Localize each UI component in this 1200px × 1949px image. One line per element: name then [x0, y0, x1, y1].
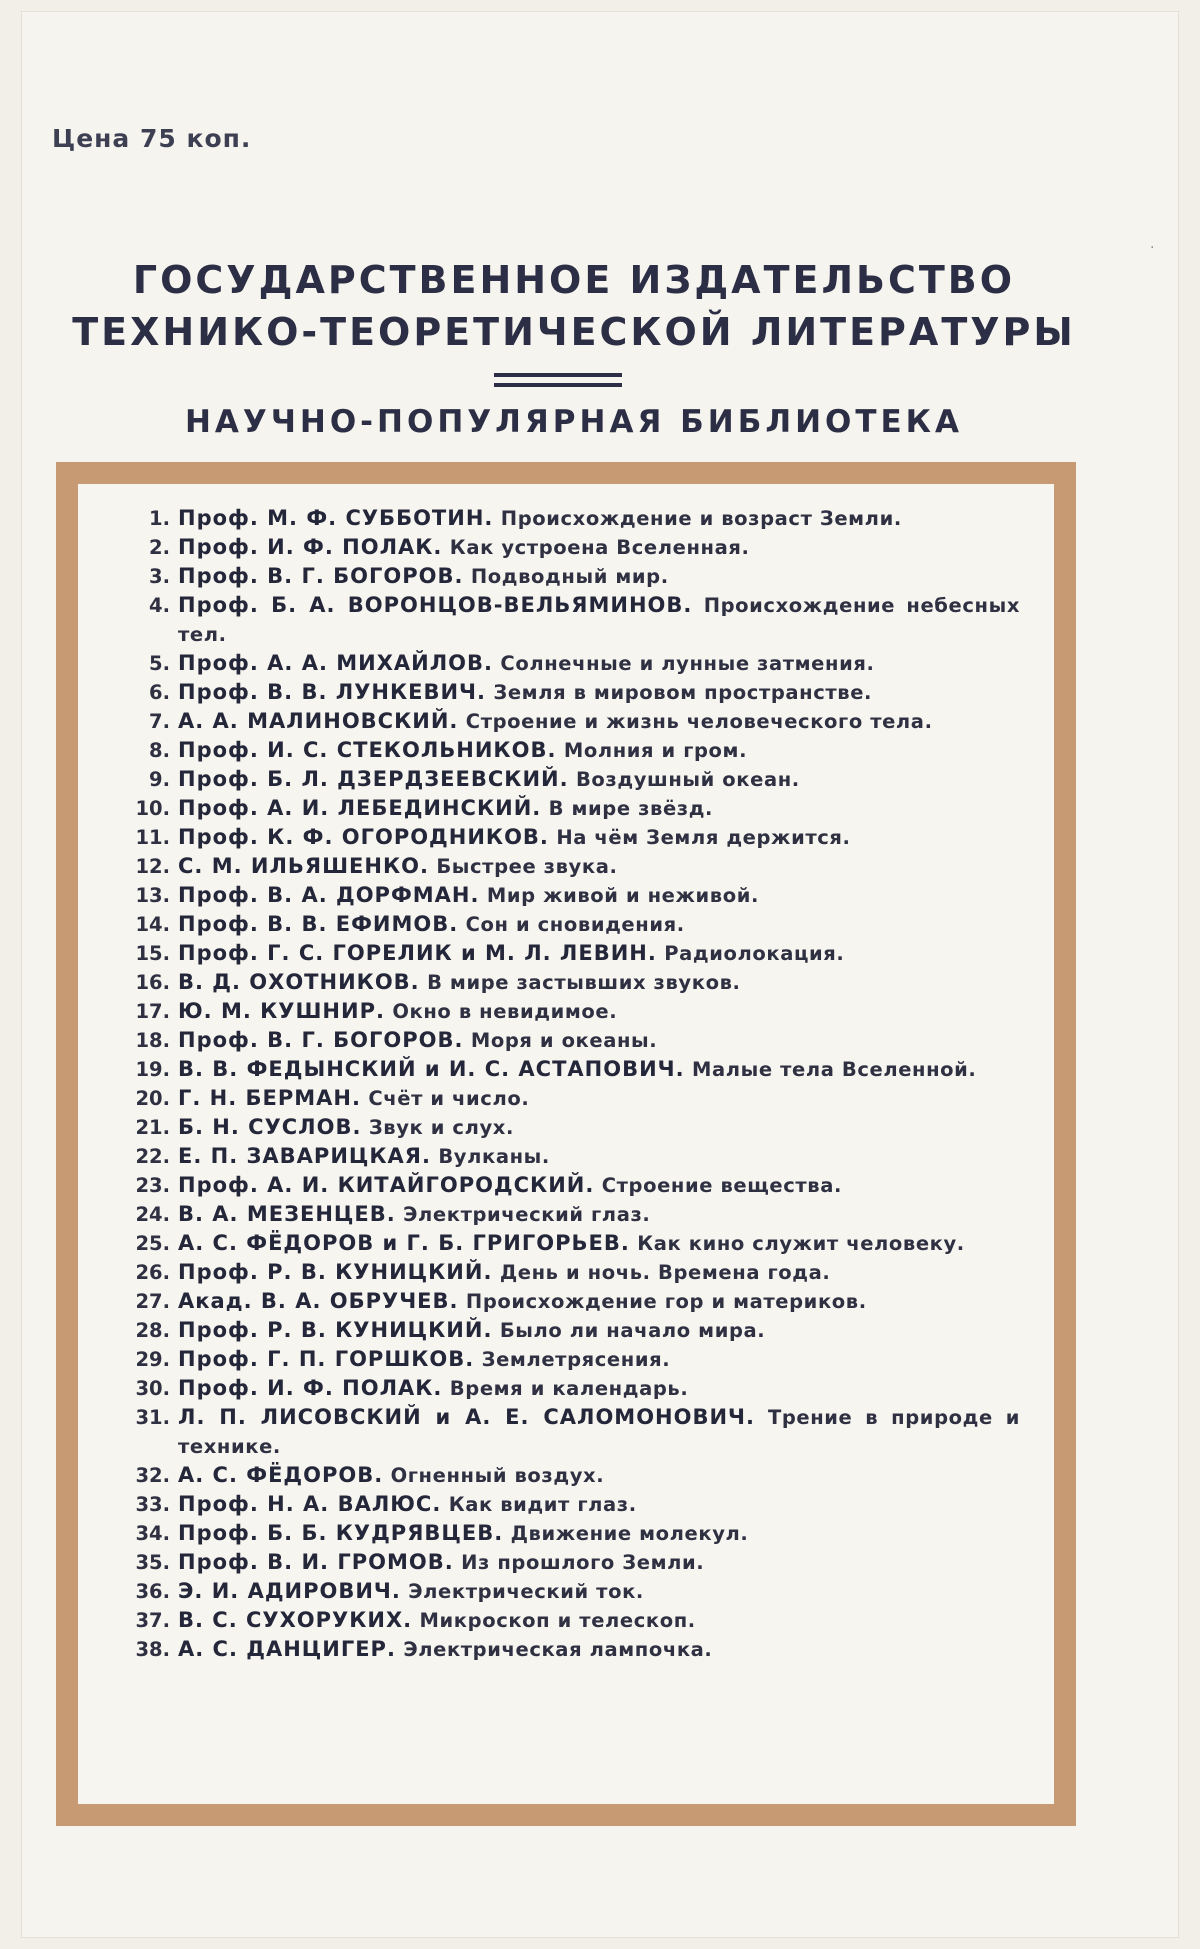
book-title: Происхождение и возраст Земли.	[500, 507, 902, 530]
book-author: Б. Н. СУСЛОВ.	[178, 1115, 362, 1139]
list-item-number: 9.	[149, 768, 170, 791]
list-item-text	[170, 852, 1020, 881]
list-item	[132, 1461, 1020, 1490]
list-item	[132, 707, 1020, 736]
list-item-number: 30.	[135, 1377, 170, 1400]
list-item-text	[170, 1316, 1020, 1345]
list-item-text	[170, 1229, 1020, 1258]
book-author: Проф. В. А. ДОРФМАН.	[178, 883, 480, 907]
list-item	[132, 852, 1020, 881]
list-item-number: 12.	[135, 855, 170, 878]
list-item-number: 17.	[135, 1000, 170, 1023]
list-item-number: 13.	[135, 884, 170, 907]
list-item	[132, 1171, 1020, 1200]
list-item-number: 33.	[135, 1493, 170, 1516]
book-title: Сон и сновидения.	[465, 913, 685, 936]
list-item	[132, 533, 1020, 562]
list-item-text	[170, 1026, 1020, 1055]
list-item-number: 25.	[135, 1232, 170, 1255]
list-item	[132, 1548, 1020, 1577]
list-item-number: 22.	[135, 1145, 170, 1168]
book-list	[132, 504, 1020, 1664]
list-item-number: 6.	[149, 681, 170, 704]
list-item-number: 24.	[135, 1203, 170, 1226]
book-author: Проф. Г. С. ГОРЕЛИК и М. Л. ЛЕВИН.	[178, 941, 657, 965]
book-title: Время и календарь.	[449, 1377, 689, 1400]
series-title: НАУЧНО-ПОПУЛЯРНАЯ БИБЛИОТЕКА	[184, 404, 964, 440]
book-author: Е. П. ЗАВАРИЦКАЯ.	[178, 1144, 431, 1168]
double-rule-bottom	[494, 383, 622, 387]
list-item-number: 4.	[149, 594, 170, 617]
list-item-number: 8.	[149, 739, 170, 762]
book-title: Огненный воздух.	[390, 1464, 605, 1487]
book-title: Быстрее звука.	[436, 855, 618, 878]
list-item-number: 23.	[135, 1174, 170, 1197]
list-item	[132, 736, 1020, 765]
list-item	[132, 1287, 1020, 1316]
book-author: В. В. ФЕДЫНСКИЙ и И. С. АСТАПОВИЧ.	[178, 1057, 685, 1081]
book-title: Было ли начало мира.	[499, 1319, 766, 1342]
book-author: Проф. Б. Б. КУДРЯВЦЕВ.	[178, 1521, 504, 1545]
list-item	[132, 1229, 1020, 1258]
list-item-text	[170, 707, 1020, 736]
list-item-number: 35.	[135, 1551, 170, 1574]
list-item-text	[170, 1374, 1020, 1403]
list-item-text	[170, 1403, 1020, 1461]
book-title: Электрическая лампочка.	[403, 1638, 713, 1661]
list-item-number: 2.	[149, 536, 170, 559]
book-title: Как устроена Вселенная.	[449, 536, 750, 559]
list-item-text	[170, 1171, 1020, 1200]
book-author: Проф. Г. П. ГОРШКОВ.	[178, 1347, 475, 1371]
list-item-text	[170, 1345, 1020, 1374]
book-author: Проф. А. И. КИТАЙГОРОДСКИЙ.	[178, 1173, 595, 1197]
list-item	[132, 1635, 1020, 1664]
list-item-text	[170, 1084, 1020, 1113]
list-item-text	[170, 1113, 1020, 1142]
list-item-number: 38.	[135, 1638, 170, 1661]
book-author: А. С. ДАНЦИГЕР.	[178, 1637, 396, 1661]
book-title: Строение и жизнь человеческого тела.	[465, 710, 933, 733]
list-item	[132, 678, 1020, 707]
book-title: В мире застывших звуков.	[427, 971, 741, 994]
book-title: Из прошлого Земли.	[461, 1551, 705, 1574]
list-item	[132, 823, 1020, 852]
list-item-text	[170, 1519, 1020, 1548]
speck: ·	[1150, 240, 1155, 256]
list-item-text	[170, 1258, 1020, 1287]
book-author: Проф. А. И. ЛЕБЕДИНСКИЙ.	[178, 796, 542, 820]
book-author: Проф. И. С. СТЕКОЛЬНИКОВ.	[178, 738, 557, 762]
book-author: В. С. СУХОРУКИХ.	[178, 1608, 413, 1632]
book-title: Вулканы.	[438, 1145, 550, 1168]
list-item	[132, 1345, 1020, 1374]
list-item-number: 21.	[135, 1116, 170, 1139]
book-title: Радиолокация.	[664, 942, 845, 965]
book-author: С. М. ИЛЬЯШЕНКО.	[178, 854, 429, 878]
list-item	[132, 1606, 1020, 1635]
list-item	[132, 1519, 1020, 1548]
list-item-number: 1.	[149, 507, 170, 530]
list-item-text	[170, 1606, 1020, 1635]
book-author: А. С. ФЁДОРОВ и Г. Б. ГРИГОРЬЕВ.	[178, 1231, 630, 1255]
book-title: День и ночь. Времена года.	[499, 1261, 831, 1284]
list-item-text	[170, 591, 1020, 649]
book-author: Проф. М. Ф. СУББОТИН.	[178, 506, 494, 530]
book-author: Проф. В. Г. БОГОРОВ.	[178, 1028, 464, 1052]
book-author: Проф. К. Ф. ОГОРОДНИКОВ.	[178, 825, 549, 849]
list-item-text	[170, 939, 1020, 968]
list-item-number: 20.	[135, 1087, 170, 1110]
list-item	[132, 1142, 1020, 1171]
book-title: Происхождение небесных тел.	[178, 594, 1020, 646]
list-item-text	[170, 997, 1020, 1026]
book-title: Звук и слух.	[368, 1116, 514, 1139]
list-item-number: 11.	[135, 826, 170, 849]
book-author: Проф. И. Ф. ПОЛАК.	[178, 1376, 443, 1400]
list-item-text	[170, 736, 1020, 765]
list-item	[132, 1055, 1020, 1084]
list-item-text	[170, 1142, 1020, 1171]
list-item	[132, 794, 1020, 823]
list-item	[132, 968, 1020, 997]
list-item-text	[170, 1577, 1020, 1606]
list-item	[132, 1113, 1020, 1142]
book-author: Проф. Н. А. ВАЛЮС.	[178, 1492, 442, 1516]
list-item-number: 19.	[135, 1058, 170, 1081]
book-author: Акад. В. А. ОБРУЧЕВ.	[178, 1289, 459, 1313]
list-item-text	[170, 562, 1020, 591]
list-item-text	[170, 968, 1020, 997]
list-item-number: 7.	[149, 710, 170, 733]
book-title: Мир живой и неживой.	[486, 884, 759, 907]
list-item-text	[170, 1461, 1020, 1490]
list-item-number: 34.	[135, 1522, 170, 1545]
list-item	[132, 1490, 1020, 1519]
list-item	[132, 1084, 1020, 1113]
list-item-text	[170, 823, 1020, 852]
book-author: Проф. Б. Л. ДЗЕРДЗЕЕВСКИЙ.	[178, 767, 569, 791]
book-title: Подводный мир.	[470, 565, 669, 588]
list-item-number: 37.	[135, 1609, 170, 1632]
list-item	[132, 1374, 1020, 1403]
book-title: В мире звёзд.	[548, 797, 714, 820]
list-item	[132, 1316, 1020, 1345]
list-item-number: 26.	[135, 1261, 170, 1284]
book-author: В. Д. ОХОТНИКОВ.	[178, 970, 420, 994]
double-rule-top	[494, 373, 622, 377]
list-item-text	[170, 678, 1020, 707]
list-item-text	[170, 649, 1020, 678]
list-item	[132, 765, 1020, 794]
book-author: Проф. В. И. ГРОМОВ.	[178, 1550, 454, 1574]
list-item	[132, 997, 1020, 1026]
list-item	[132, 1026, 1020, 1055]
list-item	[132, 504, 1020, 533]
list-item	[132, 1258, 1020, 1287]
list-item	[132, 562, 1020, 591]
list-item-number: 15.	[135, 942, 170, 965]
book-author: Проф. И. Ф. ПОЛАК.	[178, 535, 443, 559]
list-item	[132, 649, 1020, 678]
book-author: Проф. В. Г. БОГОРОВ.	[178, 564, 464, 588]
book-title: Воздушный океан.	[575, 768, 800, 791]
book-title: Микроскоп и телескоп.	[419, 1609, 696, 1632]
list-item-text	[170, 1635, 1020, 1664]
book-title: Происхождение гор и материков.	[465, 1290, 867, 1313]
list-item	[132, 1577, 1020, 1606]
list-item	[132, 591, 1020, 649]
list-item-number: 28.	[135, 1319, 170, 1342]
book-author: А. С. ФЁДОРОВ.	[178, 1463, 384, 1487]
list-item-number: 3.	[149, 565, 170, 588]
book-title: Электрический глаз.	[403, 1203, 651, 1226]
book-author: Ю. М. КУШНИР.	[178, 999, 385, 1023]
list-item-text	[170, 533, 1020, 562]
list-item-number: 14.	[135, 913, 170, 936]
list-item-text	[170, 1287, 1020, 1316]
book-author: Проф. Р. В. КУНИЦКИЙ.	[178, 1260, 493, 1284]
book-author: Проф. А. А. МИХАЙЛОВ.	[178, 651, 494, 675]
publisher-title-line-1: ГОСУДАРСТВЕННОЕ ИЗДАТЕЛЬСТВО	[132, 258, 1016, 302]
book-author: Проф. Р. В. КУНИЦКИЙ.	[178, 1318, 493, 1342]
list-item-text	[170, 794, 1020, 823]
book-title: Счёт и число.	[368, 1087, 530, 1110]
back-cover-page	[22, 12, 1178, 1937]
list-item	[132, 910, 1020, 939]
list-item-number: 5.	[149, 652, 170, 675]
list-item-text	[170, 1490, 1020, 1519]
book-author: Проф. Б. А. ВОРОНЦОВ-ВЕЛЬЯМИНОВ.	[178, 593, 693, 617]
list-item	[132, 939, 1020, 968]
list-item-text	[170, 765, 1020, 794]
list-item-text	[170, 1548, 1020, 1577]
book-title: Как кино служит человеку.	[637, 1232, 965, 1255]
book-title: Солнечные и лунные затмения.	[500, 652, 875, 675]
book-title: Движение молекул.	[510, 1522, 749, 1545]
book-title: Землетрясения.	[481, 1348, 671, 1371]
book-title: Моря и океаны.	[470, 1029, 658, 1052]
book-author: Л. П. ЛИСОВСКИЙ и А. Е. САЛОМОНОВИЧ.	[178, 1405, 755, 1429]
list-item-number: 18.	[135, 1029, 170, 1052]
publisher-title-line-2: ТЕХНИКО-ТЕОРЕТИЧЕСКОЙ ЛИТЕРАТУРЫ	[72, 310, 1076, 354]
book-title: Малые тела Вселенной.	[692, 1058, 977, 1081]
book-title: Окно в невидимое.	[392, 1000, 618, 1023]
list-item	[132, 881, 1020, 910]
list-item-number: 36.	[135, 1580, 170, 1603]
book-author: А. А. МАЛИНОВСКИЙ.	[178, 709, 459, 733]
price-label: Цена 75 коп.	[52, 124, 252, 153]
book-title: Электрический ток.	[408, 1580, 644, 1603]
book-author: Э. И. АДИРОВИЧ.	[178, 1579, 401, 1603]
list-item-text	[170, 504, 1020, 533]
book-title: Земля в мировом пространстве.	[493, 681, 873, 704]
book-author: Проф. В. В. ЕФИМОВ.	[178, 912, 459, 936]
list-item	[132, 1200, 1020, 1229]
list-item-number: 16.	[135, 971, 170, 994]
list-item-text	[170, 910, 1020, 939]
book-title: Трение в природе и технике.	[178, 1406, 1020, 1458]
list-item-number: 27.	[135, 1290, 170, 1313]
book-author: В. А. МЕЗЕНЦЕВ.	[178, 1202, 396, 1226]
list-item-text	[170, 881, 1020, 910]
book-title: Строение вещества.	[601, 1174, 842, 1197]
list-item-text	[170, 1055, 1020, 1084]
list-item-number: 31.	[135, 1406, 170, 1429]
book-author: Проф. В. В. ЛУНКЕВИЧ.	[178, 680, 486, 704]
list-item-text	[170, 1200, 1020, 1229]
book-title: На чём Земля держится.	[556, 826, 851, 849]
list-item	[132, 1403, 1020, 1461]
list-item-number: 32.	[135, 1464, 170, 1487]
list-item-number: 29.	[135, 1348, 170, 1371]
book-title: Как видит глаз.	[448, 1493, 637, 1516]
book-author: Г. Н. БЕРМАН.	[178, 1086, 361, 1110]
list-item-number: 10.	[135, 797, 170, 820]
book-title: Молния и гром.	[563, 739, 748, 762]
